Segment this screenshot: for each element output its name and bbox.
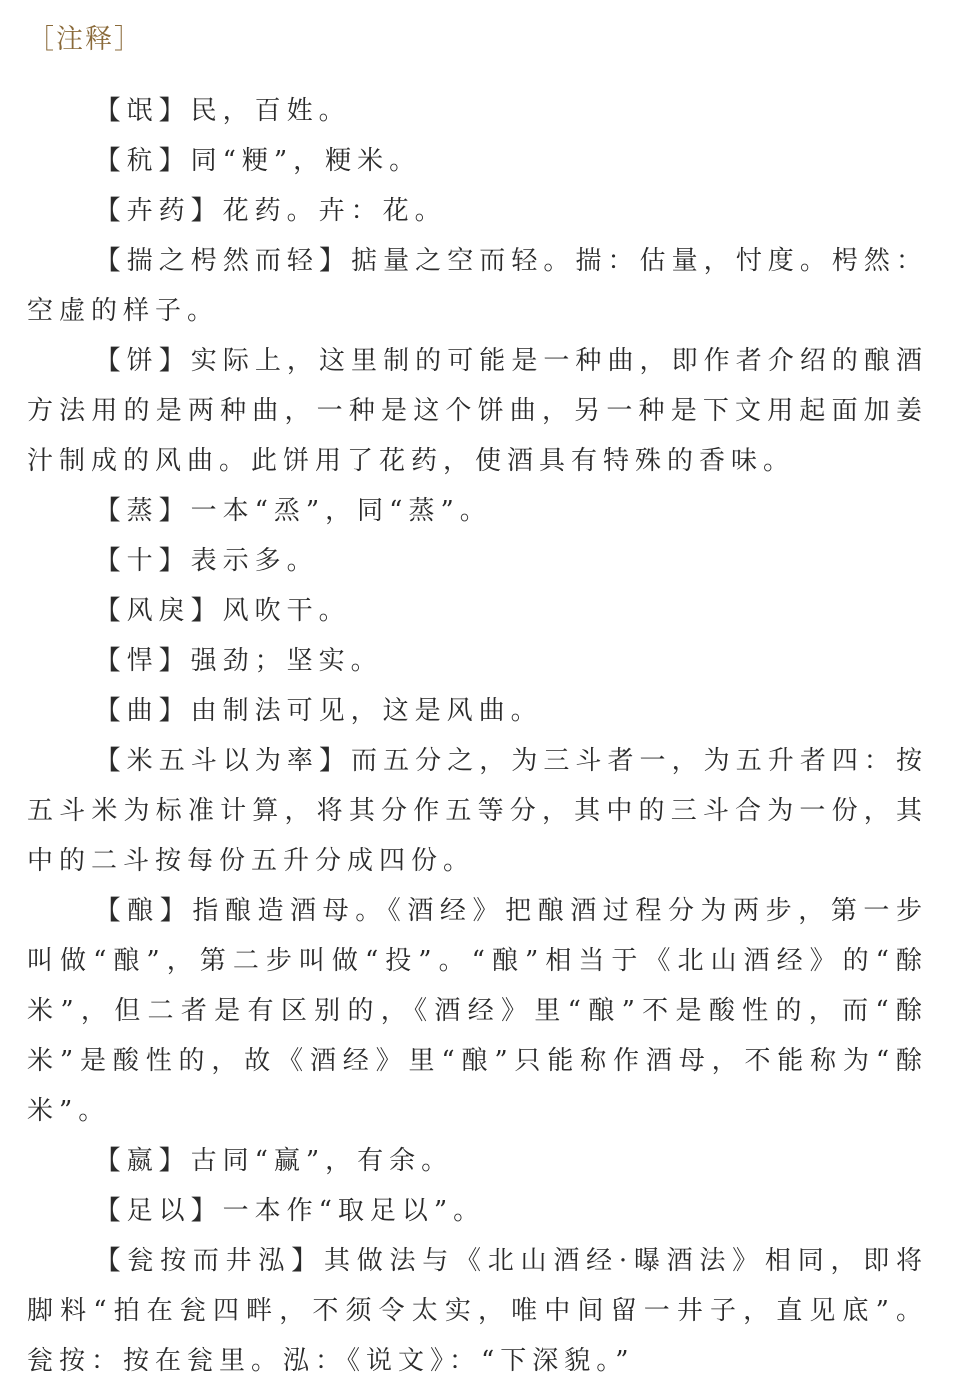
- note-item: 【米五斗以为率】而五分之，为三斗者一，为五升者四：按五斗米为标准计算，将其分作五等分，其中的三斗合为一份，其中的二斗按每份五升分成四份。: [27, 746, 928, 876]
- note-item: 【十】表示多。: [94, 546, 319, 576]
- note-item: 【酿】指酿造酒母。《酒经》把酿酒过程分为两步，第一步叫做“酿”，第二步叫做“投”。“酿”相当于《北山酒经》的“酴米”，但二者是有区别的，《酒经》里“酿”不是酸性的，而“酴米”是酸性的，故《酒经》里“酿”只能称作酒母，不能称为“酴米”。: [27, 896, 928, 1126]
- note-item: 【瓮按而井泓】其做法与《北山酒经·曝酒法》相同，即将脚料“拍在瓮四畔，不须令太实，唯中间留一井子，直见底”。瓮按：按在瓮里。泓：《说文》：“下深貌。”: [27, 1246, 928, 1376]
- note-item: 【曲】由制法可见，这是风曲。: [94, 696, 543, 726]
- note-item: 【蒸】一本“烝”，同“蒸”。: [94, 496, 492, 526]
- note-item: 【揣之枵然而轻】掂量之空而轻。揣：估量，忖度。枵然：空虚的样子。: [27, 246, 928, 326]
- note-item: 【饼】实际上，这里制的可能是一种曲，即作者介绍的酿酒方法用的是两种曲，一种是这个饼曲，另一种是下文用起面加姜汁制成的风曲。此饼用了花药，使酒具有特殊的香味。: [27, 346, 928, 476]
- note-item: 【风戾】风吹干。: [94, 596, 351, 626]
- note-item: 【秔】同“粳”，粳米。: [94, 146, 422, 176]
- note-item: 【氓】民，百姓。: [94, 96, 351, 126]
- note-item: 【足以】一本作“取足以”。: [94, 1196, 486, 1226]
- note-item: 【嬴】古同“赢”，有余。: [94, 1146, 454, 1176]
- note-item: 【卉药】花药。卉：花。: [94, 196, 447, 226]
- note-item: 【悍】强劲；坚实。: [94, 646, 383, 676]
- section-heading: ［注释］: [27, 24, 143, 55]
